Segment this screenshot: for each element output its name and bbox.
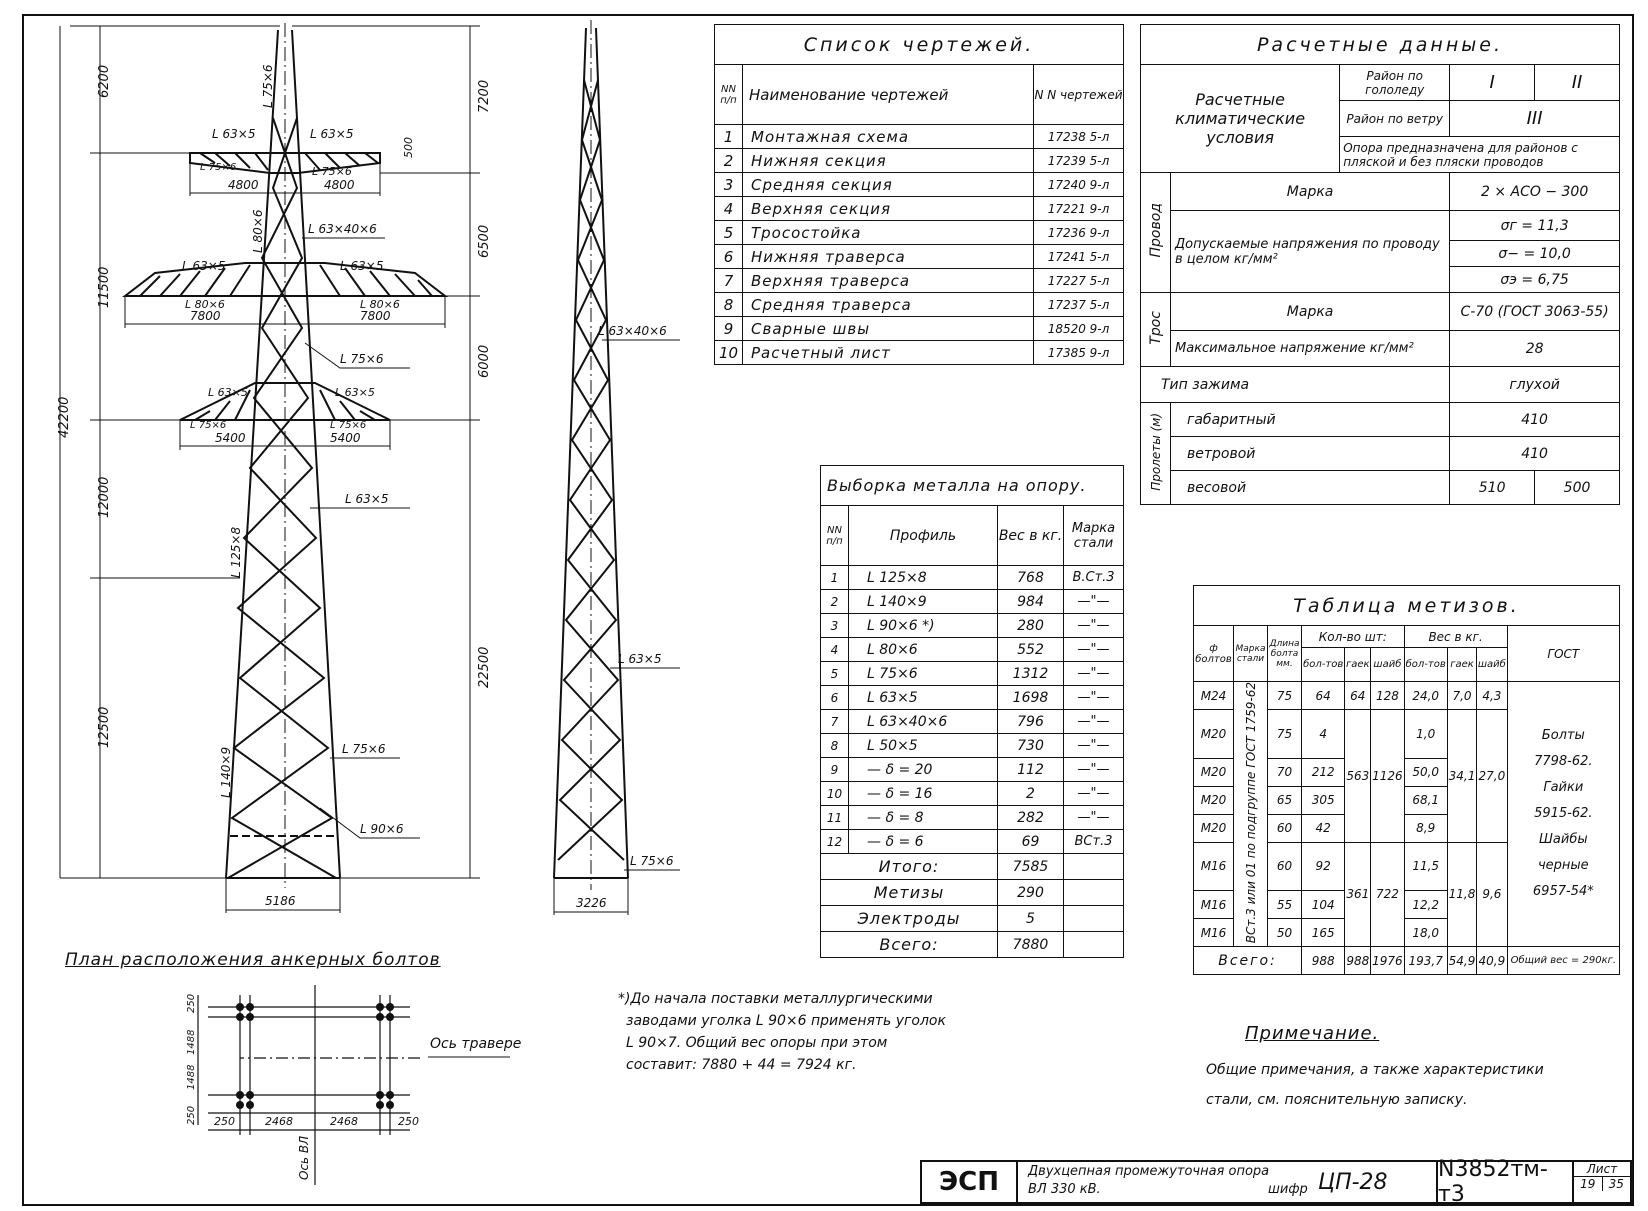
drawings-list-row: 4 Верхняя секция 17221 9-л [715,197,1124,221]
svg-text:L 63×40×6: L 63×40×6 [598,324,667,338]
metal-table-row: 2 L 140×9 984 —"— [821,590,1124,614]
svg-text:250: 250 [398,1115,419,1128]
svg-text:12500: 12500 [97,706,112,748]
metal-table-row: 12 — δ = 6 69 ВСт.3 [821,830,1124,854]
metal-table-row: 9 — δ = 20 112 —"— [821,758,1124,782]
svg-text:5186: 5186 [265,894,296,908]
drawings-list-row: 9 Сварные швы 18520 9-л [715,317,1124,341]
svg-text:22500: 22500 [477,646,492,688]
svg-text:L 90×6: L 90×6 [360,822,404,836]
svg-text:L 75×6: L 75×6 [330,420,367,431]
svg-text:L 80×6: L 80×6 [185,298,225,311]
dim-total-height: 42200 [57,396,72,438]
svg-text:7200: 7200 [477,79,492,113]
svg-text:5400: 5400 [215,431,246,445]
svg-text:6500: 6500 [477,224,492,258]
svg-text:L 125×8: L 125×8 [229,526,243,578]
drawings-list-row: 3 Средняя секция 17240 9-л [715,173,1124,197]
svg-text:2468: 2468 [265,1115,293,1128]
metal-table-row: 3 L 90×6 *) 280 —"— [821,614,1124,638]
svg-text:L 75×6: L 75×6 [190,420,227,431]
tower-side-view [540,20,720,940]
metal-table-row: 10 — δ = 16 2 —"— [821,782,1124,806]
drawings-list-table: Список чертежей. NN п/п Наименование чертежей N N чертежей 1 Монтажная схема 17238 5-л 2 Нижняя секция 17239 5-л 3 Средняя секция 17240 9-л 4 Верхняя секция 17221 9-л 5 Тросостойка 17236 9-л 6 Нижняя траверса 17241 5-л 7 Верхняя траверса 17227 5-л 8 Средняя траверса 17237 5-л 9 Сварные швы 18520 9-л 10 Расчетный лист 17385 9-л [714,24,1124,365]
svg-text:L 63×5: L 63×5 [345,492,389,506]
hardware-table: Таблица метизов. ф болтов Марка стали Длина болта мм. Кол-во шт: Вес в кг. ГОСТ бол-тов гаек шайб бол-тов гаек шайб М24 ВСт.3 или 01 по подгруппе ГОСТ 1759-62 75 64 64 128 24,0 7,0 4,3 Болты 7798-62. Гайки 5915-62. Шайбы черные 6957-54* М20 75 4 563 1126 1,0 34,1 27,0 М20 70 212 50,0 М20 65 305 68,1 М20 60 42 8,9 М16 60 92 361 722 11,5 11,8 9,6 М16 55 104 12,2 М16 50 165 18,0 Всего: 988 988 1976 193,7 54,9 40,9 Общий вес = 290кг. [1193,585,1620,975]
svg-text:L 63×5: L 63×5 [182,259,226,273]
svg-text:3226: 3226 [576,896,607,910]
svg-text:L 75×6: L 75×6 [261,64,275,108]
svg-text:L 63×5: L 63×5 [212,127,256,141]
svg-text:L 63×5: L 63×5 [618,652,662,666]
metal-table-row: 11 — δ = 8 282 —"— [821,806,1124,830]
svg-text:6200: 6200 [97,64,112,98]
org-code: ЭСП [922,1162,1018,1202]
drawings-list-row: 1 Монтажная схема 17238 5-л [715,125,1124,149]
svg-text:250: 250 [186,993,197,1013]
design-data-table: Расчетные данные. Расчетные климатические условия Район по гололеду I II Район по ветру III Опора предназначена для районов с пляской и без пляски проводов Провод Марка 2 × АСО − 300 Допускаемые напряжения по проводу в целом кг/мм² σг = 11,3 σ− = 10,0 σэ = 6,75 Трос Марка С-70 (ГОСТ 3063-55) Максимальное напряжение кг/мм² 28 Тип зажима глухой Пролеты (м) габаритный 410 ветровой 410 весовой 510 500 [1140,24,1620,505]
svg-text:7800: 7800 [190,309,221,323]
metal-selection-table: Выборка металла на опору. NN п/п Профиль Вес в кг. Марка стали 1 L 125×8 768 В.Ст.3 2 L 140×9 984 —"— 3 L 90×6 *) 280 —"— 4 L 80×6 552 —"— 5 L 75×6 1312 —"— 6 L 63×5 1698 —"— 7 L 63×40×6 796 —"— 8 L 50×5 730 —"— 9 — δ = 20 112 —"— 10 — δ = 16 2 —"— 11 — δ = 8 282 —"— 12 — δ = 6 69 ВСт.3 Итого: 7585 Метизы 290 Электроды 5 Всего: 7880 [820,465,1124,958]
footnote: *)До начала поставки металлургическими заводами уголка L 90×6 применять уголок L 90×7. Общий вес опоры при этом составит: 7880 + 44 = 7924 кг. [618,991,946,1073]
svg-text:1488: 1488 [186,1029,197,1055]
svg-text:4800: 4800 [324,178,355,192]
hardware-table-title: Таблица метизов. [1194,586,1620,626]
svg-text:12000: 12000 [97,476,112,518]
metal-table-title: Выборка металла на опору. [821,466,1124,506]
svg-text:L 75×6: L 75×6 [340,352,384,366]
metal-table-total-row: Итого: 7585 [821,854,1124,880]
svg-text:L 75×6: L 75×6 [342,742,386,756]
metal-table-row: 5 L 75×6 1312 —"— [821,662,1124,686]
drawing-number: N3852тм-т3 [1438,1162,1574,1202]
metal-table-row: 4 L 80×6 552 —"— [821,638,1124,662]
svg-text:L 63×5: L 63×5 [310,127,354,141]
svg-text:L 63×5: L 63×5 [340,259,384,273]
svg-text:L 75×6: L 75×6 [200,162,237,173]
svg-text:6000: 6000 [477,344,492,378]
anchor-bolt-plan [180,985,540,1185]
drawings-list-row: 10 Расчетный лист 17385 9-л [715,341,1124,365]
sheet-info: Лист 19 35 [1574,1162,1630,1202]
drawings-list-row: 7 Верхняя траверса 17227 5-л [715,269,1124,293]
svg-text:L 75×6: L 75×6 [312,165,352,178]
svg-text:Ось ВЛ: Ось ВЛ [297,1135,311,1180]
svg-text:7800: 7800 [360,309,391,323]
svg-text:11500: 11500 [97,266,112,308]
svg-text:L 75×6: L 75×6 [630,854,674,868]
title-description: Двухцепная промежуточная опора ВЛ 330 кВ. шифр ЦП-28 [1018,1162,1438,1202]
svg-text:250: 250 [186,1105,197,1125]
drawings-list-row: 6 Нижняя траверса 17241 5-л [715,245,1124,269]
svg-text:L 63×5: L 63×5 [208,386,248,399]
metal-table-total-row: Электроды 5 [821,906,1124,932]
svg-text:L 80×6: L 80×6 [360,298,400,311]
svg-text:4800: 4800 [228,178,259,192]
design-data-title: Расчетные данные. [1141,25,1620,65]
svg-text:250: 250 [214,1115,235,1128]
drawings-list-row: 8 Средняя траверса 17237 5-л [715,293,1124,317]
drawings-list-row: 5 Тросостойка 17236 9-л [715,221,1124,245]
svg-text:2468: 2468 [330,1115,358,1128]
drawings-list-row: 2 Нижняя секция 17239 5-л [715,149,1124,173]
drawings-list-title: Список чертежей. [715,25,1124,65]
metal-table-total-row: Метизы 290 [821,880,1124,906]
svg-text:L 140×9: L 140×9 [219,746,233,798]
note-title: Примечание. [1245,1023,1380,1044]
svg-text:Ось травере: Ось травере [430,1036,522,1052]
metal-table-row: 7 L 63×40×6 796 —"— [821,710,1124,734]
metal-table-total-row: Всего: 7880 [821,932,1124,958]
note-text: Общие примечания, а также характеристики стали, см. пояснительную записку. [1206,1062,1544,1108]
svg-text:L 80×6: L 80×6 [251,209,265,253]
svg-text:500: 500 [402,137,415,158]
tower-front-view [40,18,560,938]
metal-table-row: 6 L 63×5 1698 —"— [821,686,1124,710]
svg-text:1488: 1488 [186,1064,197,1090]
svg-text:L 63×40×6: L 63×40×6 [308,222,377,236]
gost-cell: Болты 7798-62. Гайки 5915-62. Шайбы черные 6957-54* [1507,682,1619,947]
title-block [920,1157,1632,1207]
metal-table-row: 1 L 125×8 768 В.Ст.3 [821,566,1124,590]
anchor-plan-title: План расположения анкерных болтов [65,950,441,970]
metal-table-row: 8 L 50×5 730 —"— [821,734,1124,758]
svg-text:L 63×5: L 63×5 [335,386,375,399]
svg-text:5400: 5400 [330,431,361,445]
